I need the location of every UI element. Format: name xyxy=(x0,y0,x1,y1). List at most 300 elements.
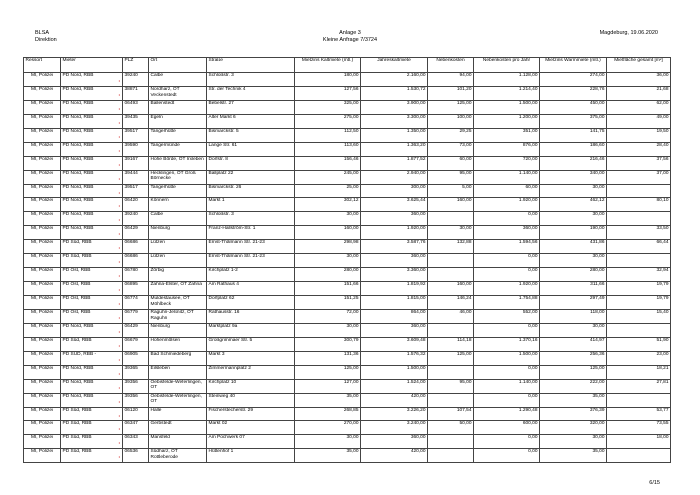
cell-plz: 06536 xyxy=(123,449,149,463)
cell-jahreskaltmiete: 420,00 xyxy=(361,393,428,407)
cell-ort: Nienburg xyxy=(149,226,207,240)
cell-jahreskaltmiete: 3.360,00 xyxy=(361,268,428,282)
cell-jahreskaltmiete: 2.940,00 xyxy=(361,170,428,184)
cell-mieter: PD Nord, RBB • xyxy=(61,114,123,128)
cell-mietflaeche: 18,00 xyxy=(607,435,671,449)
cell-mieter: PD Nord, RBB • xyxy=(61,365,123,379)
cell-ressort: MI, Polizei xyxy=(24,128,61,142)
cell-plz: 06429 xyxy=(123,226,149,240)
col-warmmiete: Mietzins Warmmiete (mtl.) xyxy=(540,58,607,73)
cell-mietflaeche xyxy=(607,323,671,337)
cell-mietflaeche: 23,00 xyxy=(607,351,671,365)
cell-ort: Tangerhütte xyxy=(149,128,207,142)
cell-strasse: Marktplatz 9a xyxy=(207,323,295,337)
table-row xyxy=(24,379,671,393)
cell-mietflaeche xyxy=(607,393,671,407)
cell-ressort: MI, Polizei xyxy=(24,114,61,128)
cell-mieter: PD Ost, RBB • xyxy=(61,282,123,296)
cell-mieter: PD Nord, RBB • xyxy=(61,198,123,212)
cell-kaltmiete: 151,25 xyxy=(295,296,361,310)
marker-dot-icon: • xyxy=(118,161,120,167)
cell-nebenkosten-jahr: 0,00 xyxy=(474,212,540,226)
cell-jahreskaltmiete: 360,00 xyxy=(361,323,428,337)
cell-mieter: PD Nord, RBB • xyxy=(61,170,123,184)
cell-warmmiete: 320,00 xyxy=(540,421,607,435)
cell-plz: 38871 xyxy=(123,86,149,100)
table-row xyxy=(24,73,671,87)
marker-dot-icon: • xyxy=(118,259,120,265)
cell-mietflaeche: 19,79 xyxy=(607,282,671,296)
marker-dot-icon: • xyxy=(118,105,120,111)
cell-kaltmiete: 275,00 xyxy=(295,114,361,128)
cell-ort: Bad Schmiedeberg xyxy=(149,351,207,365)
cell-nebenkosten: 30,00 xyxy=(428,226,474,240)
cell-kaltmiete: 160,00 xyxy=(295,226,361,240)
cell-nebenkosten-jahr: 0,00 xyxy=(474,435,540,449)
cell-jahreskaltmiete: 1.877,52 xyxy=(361,156,428,170)
cell-mietflaeche xyxy=(607,449,671,463)
table-row xyxy=(24,170,671,184)
cell-mieter: PD Nord, RBB • xyxy=(61,379,123,393)
cell-nebenkosten: 160,00 xyxy=(428,198,474,212)
header-left xyxy=(35,30,57,44)
cell-warmmiete: 280,00 xyxy=(540,268,607,282)
col-nebenkosten-jahr: Nebenkosten pro Jahr xyxy=(474,58,540,73)
cell-kaltmiete: 180,00 xyxy=(295,73,361,87)
col-jahreskaltmiete: Jahreskaltmiete xyxy=(361,58,428,73)
marker-dot-icon: • xyxy=(118,301,120,306)
cell-ressort: MI, Polizei xyxy=(24,379,61,393)
marker-dot-icon: • xyxy=(118,231,120,237)
cell-nebenkosten xyxy=(428,393,474,407)
cell-plz: 39356 xyxy=(123,379,149,393)
cell-mieter: PD Süd, RBB • xyxy=(61,254,123,268)
cell-nebenkosten: 125,00 xyxy=(428,100,474,114)
cell-strasse: Fischerstecherstr. 29 xyxy=(207,407,295,421)
cell-mietflaeche: 53,77 xyxy=(607,407,671,421)
marker-dot-icon: • xyxy=(118,328,120,334)
cell-nebenkosten: 100,00 xyxy=(428,114,474,128)
cell-mieter: PD Ost, RBB • xyxy=(61,296,123,310)
cell-mietflaeche: 15,40 xyxy=(607,309,671,323)
cell-nebenkosten-jahr: 1.500,00 xyxy=(474,100,540,114)
cell-jahreskaltmiete: 3.300,00 xyxy=(361,114,428,128)
cell-plz: 39517 xyxy=(123,128,149,142)
cell-ressort: MI, Polizei xyxy=(24,268,61,282)
table-row xyxy=(24,351,671,365)
cell-kaltmiete: 127,00 xyxy=(295,379,361,393)
cell-ressort: MI, Polizei xyxy=(24,184,61,198)
cell-plz: 39356 xyxy=(123,393,149,407)
cell-warmmiete: 216,46 xyxy=(540,156,607,170)
cell-strasse: Ernst-Thälmann Str. 21-23 xyxy=(207,240,295,254)
cell-kaltmiete: 302,12 xyxy=(295,198,361,212)
cell-ort: Hohe Börde, OT Irxleben xyxy=(149,156,207,170)
cell-nebenkosten: 94,00 xyxy=(428,73,474,87)
cell-plz: 39240 xyxy=(123,73,149,87)
cell-strasse: Steinweg 40 xyxy=(207,393,295,407)
cell-nebenkosten xyxy=(428,365,474,379)
cell-mietflaeche: 21,68 xyxy=(607,86,671,100)
marker-dot-icon: • xyxy=(118,273,120,279)
table-row xyxy=(24,435,671,449)
marker-dot-icon: • xyxy=(118,412,120,418)
table-row xyxy=(24,142,671,156)
cell-plz: 39365 xyxy=(123,365,149,379)
cell-mieter: PD Süd, RBB • xyxy=(61,449,123,463)
cell-nebenkosten-jahr: 1.290,48 xyxy=(474,407,540,421)
cell-ressort: MI, Polizei xyxy=(24,309,61,323)
cell-kaltmiete: 30,00 xyxy=(295,435,361,449)
cell-ort: Ballenstedt xyxy=(149,100,207,114)
cell-ort: Nordharz, OT Veckenstedt xyxy=(149,86,207,100)
cell-plz: 06780 xyxy=(123,268,149,282)
cell-kaltmiete: 30,00 xyxy=(295,254,361,268)
cell-nebenkosten: 50,00 xyxy=(428,421,474,435)
cell-warmmiete: 431,86 xyxy=(540,240,607,254)
cell-nebenkosten-jahr: 0,00 xyxy=(474,449,540,463)
marker-dot-icon: • xyxy=(118,217,120,223)
table-row xyxy=(24,86,671,100)
cell-ressort: MI, Polizei xyxy=(24,365,61,379)
cell-plz: 06686 xyxy=(123,240,149,254)
cell-jahreskaltmiete: 3.609,48 xyxy=(361,337,428,351)
cell-nebenkosten-jahr: 720,00 xyxy=(474,156,540,170)
cell-nebenkosten-jahr: 876,00 xyxy=(474,142,540,156)
marker-dot-icon: • xyxy=(118,245,120,251)
header-date: Magdeburg, 19.06.2020 xyxy=(599,30,658,36)
table-row xyxy=(24,393,671,407)
cell-kaltmiete: 112,50 xyxy=(295,128,361,142)
marker-dot-icon: • xyxy=(118,342,120,348)
cell-ressort: MI, Polizei xyxy=(24,170,61,184)
cell-jahreskaltmiete: 3.625,44 xyxy=(361,198,428,212)
table-row xyxy=(24,184,671,198)
marker-dot-icon: • xyxy=(118,147,120,153)
cell-mietflaeche: 51,90 xyxy=(607,337,671,351)
cell-ressort: MI, Polizei xyxy=(24,449,61,463)
cell-ort: Nienburg xyxy=(149,323,207,337)
cell-kaltmiete: 156,46 xyxy=(295,156,361,170)
marker-dot-icon: • xyxy=(118,356,120,362)
cell-nebenkosten-jahr: 0,00 xyxy=(474,393,540,407)
cell-kaltmiete: 113,60 xyxy=(295,142,361,156)
col-mietflaeche: Mietfläche gesamt [m²] xyxy=(607,58,671,73)
cell-mieter: PD Süd, RBB • xyxy=(61,337,123,351)
cell-ort: Halle xyxy=(149,407,207,421)
cell-nebenkosten: 73,00 xyxy=(428,142,474,156)
cell-mieter: PD Nord, RBB • xyxy=(61,142,123,156)
cell-mieter: PD Nord, RBB • xyxy=(61,226,123,240)
cell-ort: Zörbig xyxy=(149,268,207,282)
cell-ort: Egeln xyxy=(149,114,207,128)
cell-ressort: MI, Polizei xyxy=(24,86,61,100)
cell-kaltmiete: 298,98 xyxy=(295,240,361,254)
cell-strasse: Bismarckstr. 26 xyxy=(207,184,295,198)
cell-strasse: Großgrimmaer Str. 5 xyxy=(207,337,295,351)
cell-strasse: Kirchplatz 10 xyxy=(207,379,295,393)
col-plz: PLZ xyxy=(123,58,149,73)
cell-ressort: MI, Polizei xyxy=(24,226,61,240)
cell-nebenkosten-jahr: 351,00 xyxy=(474,128,540,142)
cell-nebenkosten-jahr: 1.140,00 xyxy=(474,379,540,393)
cell-warmmiete: 228,76 xyxy=(540,86,607,100)
cell-nebenkosten-jahr: 1.140,00 xyxy=(474,170,540,184)
cell-kaltmiete: 30,00 xyxy=(295,212,361,226)
cell-mietflaeche: 36,00 xyxy=(607,73,671,87)
cell-nebenkosten-jahr: 0,00 xyxy=(474,323,540,337)
cell-nebenkosten: 114,18 xyxy=(428,337,474,351)
cell-nebenkosten xyxy=(428,449,474,463)
cell-jahreskaltmiete: 360,00 xyxy=(361,212,428,226)
table-row xyxy=(24,421,671,435)
cell-nebenkosten: 107,54 xyxy=(428,407,474,421)
cell-ort: Tangerhütte xyxy=(149,184,207,198)
cell-mietflaeche: 27,81 xyxy=(607,379,671,393)
cell-ressort: MI, Polizei xyxy=(24,351,61,365)
cell-mietflaeche: 62,00 xyxy=(607,100,671,114)
cell-jahreskaltmiete: 1.363,20 xyxy=(361,142,428,156)
cell-plz: 06895 xyxy=(123,282,149,296)
cell-warmmiete: 274,00 xyxy=(540,73,607,87)
cell-mieter: PD Süd, RBB • xyxy=(61,240,123,254)
table-row xyxy=(24,100,671,114)
table-row xyxy=(24,309,671,323)
cell-ort: Gerbstedt xyxy=(149,421,207,435)
cell-ort: Lützen xyxy=(149,240,207,254)
cell-nebenkosten: 160,00 xyxy=(428,282,474,296)
table-row xyxy=(24,198,671,212)
cell-plz: 39444 xyxy=(123,170,149,184)
cell-nebenkosten: 46,00 xyxy=(428,309,474,323)
cell-mieter: PD Nord, RBB • xyxy=(61,86,123,100)
cell-strasse: Alter Markt 6 xyxy=(207,114,295,128)
cell-strasse: Schloßstr. 3 xyxy=(207,73,295,87)
cell-plz: 06774 xyxy=(123,296,149,310)
cell-mieter: PD Ost, RBB • xyxy=(61,309,123,323)
marker-dot-icon: • xyxy=(118,454,120,460)
cell-nebenkosten-jahr: 1.500,00 xyxy=(474,351,540,365)
cell-jahreskaltmiete: 360,00 xyxy=(361,435,428,449)
cell-jahreskaltmiete: 1.576,32 xyxy=(361,351,428,365)
cell-mietflaeche: 66,44 xyxy=(607,240,671,254)
cell-nebenkosten-jahr: 600,00 xyxy=(474,421,540,435)
cell-mieter: PD Nord, RBB • xyxy=(61,100,123,114)
cell-mietflaeche xyxy=(607,212,671,226)
cell-warmmiete: 30,00 xyxy=(540,254,607,268)
cell-plz: 06779 xyxy=(123,309,149,323)
cell-mietflaeche: 37,56 xyxy=(607,156,671,170)
cell-nebenkosten xyxy=(428,212,474,226)
cell-ort: Tangermünde xyxy=(149,142,207,156)
cell-ort: Zahna-Elster, OT Zahna xyxy=(149,282,207,296)
cell-warmmiete: 256,36 xyxy=(540,351,607,365)
cell-jahreskaltmiete: 420,00 xyxy=(361,449,428,463)
cell-nebenkosten: 146,24 xyxy=(428,296,474,310)
cell-ort: Eilsleben xyxy=(149,365,207,379)
header-center xyxy=(290,30,410,44)
cell-plz: 06420 xyxy=(123,198,149,212)
cell-plz: 06347 xyxy=(123,421,149,435)
cell-nebenkosten-jahr: 1.200,00 xyxy=(474,114,540,128)
cell-warmmiete: 340,00 xyxy=(540,170,607,184)
cell-strasse: Rathausstr. 16 xyxy=(207,309,295,323)
cell-ort: Südharz, OT Rottleberode xyxy=(149,449,207,463)
cell-nebenkosten-jahr: 1.920,00 xyxy=(474,198,540,212)
cell-kaltmiete: 72,00 xyxy=(295,309,361,323)
cell-jahreskaltmiete: 1.530,72 xyxy=(361,86,428,100)
cell-nebenkosten-jahr: 1.128,00 xyxy=(474,73,540,87)
table-row xyxy=(24,128,671,142)
cell-mieter: PD Süd, RBB • xyxy=(61,407,123,421)
cell-nebenkosten: 132,88 xyxy=(428,240,474,254)
cell-mieter: PD SÜD, RBB - • xyxy=(61,351,123,365)
cell-strasse: Schloßstr. 3 xyxy=(207,212,295,226)
cell-plz: 06429 xyxy=(123,323,149,337)
cell-mietflaeche: 32,94 xyxy=(607,268,671,282)
cell-plz: 39167 xyxy=(123,156,149,170)
cell-mietflaeche: 80,10 xyxy=(607,198,671,212)
cell-ressort: MI, Polizei xyxy=(24,337,61,351)
cell-nebenkosten: 95,00 xyxy=(428,170,474,184)
cell-plz: 39590 xyxy=(123,142,149,156)
cell-kaltmiete: 127,56 xyxy=(295,86,361,100)
cell-strasse: Str. der Technik 4 xyxy=(207,86,295,100)
cell-plz: 39517 xyxy=(123,184,149,198)
cell-strasse: Ballplatz 22 xyxy=(207,170,295,184)
inquiry-ref: Kleine Anfrage 7/3724 xyxy=(322,37,378,43)
cell-ort: Lützen xyxy=(149,254,207,268)
cell-mieter: PD Nord, RBB • xyxy=(61,156,123,170)
cell-ressort: MI, Polizei xyxy=(24,282,61,296)
cell-warmmiete: 35,00 xyxy=(540,393,607,407)
cell-mietflaeche: 33,50 xyxy=(607,226,671,240)
cell-jahreskaltmiete: 3.226,20 xyxy=(361,407,428,421)
cell-ort: Calbe xyxy=(149,212,207,226)
cell-ressort: MI, Polizei xyxy=(24,156,61,170)
cell-strasse: Markt 02 xyxy=(207,421,295,435)
marker-dot-icon: • xyxy=(118,426,120,432)
cell-warmmiete: 222,00 xyxy=(540,379,607,393)
cell-warmmiete: 376,39 xyxy=(540,407,607,421)
cell-plz: 06686 xyxy=(123,254,149,268)
cell-nebenkosten: 5,00 xyxy=(428,184,474,198)
cell-strasse: Ernst-Thälmann Str. 21-23 xyxy=(207,254,295,268)
col-mieter: Mieter xyxy=(61,58,123,73)
marker-dot-icon: • xyxy=(118,175,120,181)
cell-ressort: MI, Polizei xyxy=(24,240,61,254)
cell-warmmiete: 190,00 xyxy=(540,226,607,240)
cell-ort: Calbe xyxy=(149,73,207,87)
cell-ort: Oebisfelde-Weferlingen, OT xyxy=(149,379,207,393)
cell-ort: Hohenmölsen xyxy=(149,337,207,351)
cell-ressort: MI, Polizei xyxy=(24,100,61,114)
cell-jahreskaltmiete: 2.160,00 xyxy=(361,73,428,87)
marker-dot-icon: • xyxy=(118,287,120,293)
cell-nebenkosten-jahr: 0,00 xyxy=(474,268,540,282)
org-unit: Direktion xyxy=(35,37,57,43)
cell-warmmiete: 450,00 xyxy=(540,100,607,114)
cell-mietflaeche xyxy=(607,184,671,198)
marker-dot-icon: • xyxy=(118,314,120,320)
table-row xyxy=(24,365,671,379)
cell-mietflaeche: 18,21 xyxy=(607,365,671,379)
cell-nebenkosten: 60,00 xyxy=(428,156,474,170)
marker-dot-icon: • xyxy=(118,133,120,139)
cell-jahreskaltmiete: 3.900,00 xyxy=(361,100,428,114)
cell-mietflaeche: 19,50 xyxy=(607,128,671,142)
cell-nebenkosten xyxy=(428,254,474,268)
marker-dot-icon: • xyxy=(118,398,120,404)
cell-plz: 39240 xyxy=(123,212,149,226)
cell-warmmiete: 30,00 xyxy=(540,323,607,337)
cell-warmmiete: 186,60 xyxy=(540,142,607,156)
cell-plz: 06493 xyxy=(123,100,149,114)
cell-strasse: Lange Str. 61 xyxy=(207,142,295,156)
cell-kaltmiete: 125,00 xyxy=(295,365,361,379)
cell-warmmiete: 30,00 xyxy=(540,435,607,449)
cell-mieter: PD Nord, RBB • xyxy=(61,128,123,142)
cell-strasse: Markt 1 xyxy=(207,198,295,212)
cell-mieter: PD Süd, RBB • xyxy=(61,421,123,435)
cell-kaltmiete: 300,79 xyxy=(295,337,361,351)
cell-nebenkosten: 125,00 xyxy=(428,351,474,365)
col-kaltmiete: Mietzins Kaltmiete (mtl.) xyxy=(295,58,361,73)
table-row xyxy=(24,407,671,421)
marker-dot-icon: • xyxy=(118,119,120,125)
table-row xyxy=(24,337,671,351)
cell-nebenkosten-jahr: 1.920,00 xyxy=(474,282,540,296)
cell-jahreskaltmiete: 1.920,00 xyxy=(361,226,428,240)
cell-strasse: Franz-Hallström-Str. 1 xyxy=(207,226,295,240)
cell-strasse: Dorfplatz 62 xyxy=(207,296,295,310)
cell-plz: 39435 xyxy=(123,114,149,128)
col-ressort: Ressort xyxy=(24,58,61,73)
cell-jahreskaltmiete: 3.240,00 xyxy=(361,421,428,435)
cell-strasse: Bismarckstr. 5 xyxy=(207,128,295,142)
cell-mieter: PD Nord, RBB • xyxy=(61,184,123,198)
cell-warmmiete: 414,97 xyxy=(540,337,607,351)
cell-mieter: PD Nord, RBB • xyxy=(61,323,123,337)
cell-nebenkosten: 101,20 xyxy=(428,86,474,100)
cell-nebenkosten-jahr: 0,00 xyxy=(474,254,540,268)
cell-warmmiete: 311,66 xyxy=(540,282,607,296)
cell-ort: Muldestausee, OT Möhlbeck xyxy=(149,296,207,310)
cell-mieter: PD Süd, RBB • xyxy=(61,435,123,449)
cell-warmmiete: 125,00 xyxy=(540,365,607,379)
cell-nebenkosten xyxy=(428,435,474,449)
cell-ressort: MI, Polizei xyxy=(24,254,61,268)
cell-nebenkosten: 95,00 xyxy=(428,379,474,393)
cell-kaltmiete: 131,36 xyxy=(295,351,361,365)
cell-warmmiete: 30,00 xyxy=(540,184,607,198)
cell-jahreskaltmiete: 1.350,00 xyxy=(361,128,428,142)
cell-ressort: MI, Polizei xyxy=(24,296,61,310)
cell-warmmiete: 375,00 xyxy=(540,114,607,128)
cell-warmmiete: 462,12 xyxy=(540,198,607,212)
cell-mietflaeche: 28,40 xyxy=(607,142,671,156)
cell-strasse: Am Rathaus 4 xyxy=(207,282,295,296)
table-row xyxy=(24,212,671,226)
cell-strasse: Am Pochwerk 07 xyxy=(207,435,295,449)
cell-strasse: Bebelstr. 27 xyxy=(207,100,295,114)
cell-strasse: Kirchplatz 1-2 xyxy=(207,268,295,282)
cell-kaltmiete: 30,00 xyxy=(295,323,361,337)
cell-warmmiete: 141,75 xyxy=(540,128,607,142)
marker-dot-icon: • xyxy=(118,203,120,209)
annex-title: Anlage 3 xyxy=(339,30,361,36)
marker-dot-icon: • xyxy=(118,91,120,97)
